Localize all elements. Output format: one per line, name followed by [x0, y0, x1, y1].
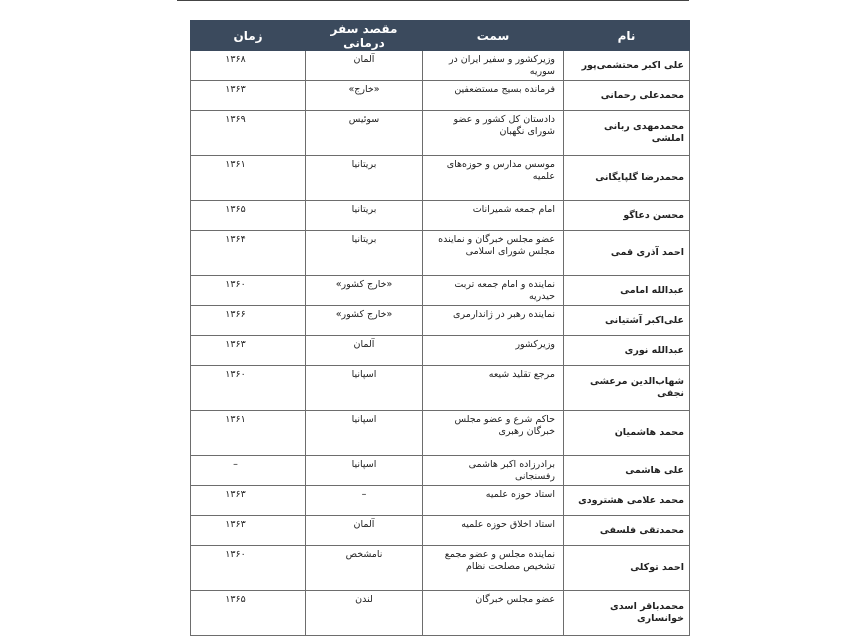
cell-name: محمدمهدی ربانی املشی [564, 111, 690, 156]
cell-time: ۱۳۶۰ [191, 546, 306, 591]
table-row [191, 111, 690, 156]
cell-destination: اسپانیا [306, 456, 423, 486]
table-row [191, 336, 690, 366]
cell-role: مرجع تقلید شیعه [423, 366, 564, 411]
cell-name: محمدتقی فلسفی [564, 516, 690, 546]
cell-destination: بریتانیا [306, 201, 423, 231]
cell-destination: بریتانیا [306, 231, 423, 276]
cell-role: دادستان کل کشور و عضو شورای نگهبان [423, 111, 564, 156]
cell-name: علی‌اکبر آشتیانی [564, 306, 690, 336]
table-row [191, 546, 690, 591]
cell-name: محمد هاشمیان [564, 411, 690, 456]
table-row [191, 201, 690, 231]
header-name: نام [564, 21, 690, 51]
table-row [191, 456, 690, 486]
cell-role: امام جمعه شمیرانات [423, 201, 564, 231]
cell-destination: «خارج» [306, 81, 423, 111]
cell-time: ۱۳۶۶ [191, 306, 306, 336]
cell-destination: نامشخص [306, 546, 423, 591]
cell-name: عبدالله امامی [564, 276, 690, 306]
medical-travel-table [190, 20, 690, 636]
cell-time: ۱۳۶۳ [191, 516, 306, 546]
cell-role: برادرزاده اکبر هاشمی رفسنجانی [423, 456, 564, 486]
cell-time: – [191, 456, 306, 486]
cell-time: ۱۳۶۳ [191, 486, 306, 516]
table-row [191, 516, 690, 546]
table-row [191, 366, 690, 411]
cell-name: محمدباقر اسدی خوانساری [564, 591, 690, 636]
top-rule [177, 0, 689, 1]
cell-name: محمدرضا گلپایگانی [564, 156, 690, 201]
table-row [191, 591, 690, 636]
cell-role: وزیرکشور [423, 336, 564, 366]
cell-role: نماینده و امام جمعه تربت حیدریه [423, 276, 564, 306]
table-row [191, 81, 690, 111]
cell-name: شهاب‌الدین مرعشی نجفی [564, 366, 690, 411]
cell-role: موسس مدارس و حوزه‌های علمیه [423, 156, 564, 201]
cell-time: ۱۳۶۰ [191, 366, 306, 411]
cell-role: فرمانده بسیج مستضعفین [423, 81, 564, 111]
cell-destination: آلمان [306, 336, 423, 366]
header-time: زمان [191, 21, 306, 51]
header-destination: مقصد سفر درمانی [306, 21, 423, 51]
cell-time: ۱۳۶۳ [191, 336, 306, 366]
table-row [191, 306, 690, 336]
table-row [191, 156, 690, 201]
table-row [191, 411, 690, 456]
cell-name: عبدالله نوری [564, 336, 690, 366]
cell-time: ۱۳۶۵ [191, 201, 306, 231]
cell-destination: آلمان [306, 51, 423, 81]
cell-time: ۱۳۶۱ [191, 156, 306, 201]
cell-role: وزیرکشور و سفیر ایران در سوریه [423, 51, 564, 81]
table-row [191, 486, 690, 516]
table-row [191, 231, 690, 276]
cell-role: حاکم شرع و عضو مجلس خبرگان رهبری [423, 411, 564, 456]
cell-destination: – [306, 486, 423, 516]
cell-time: ۱۳۶۸ [191, 51, 306, 81]
header-role: سمت [423, 21, 564, 51]
cell-destination: «خارج کشور» [306, 276, 423, 306]
cell-role: استاد حوزه علمیه [423, 486, 564, 516]
table-row [191, 51, 690, 81]
cell-destination: لندن [306, 591, 423, 636]
cell-destination: آلمان [306, 516, 423, 546]
cell-role: عضو مجلس خبرگان [423, 591, 564, 636]
cell-time: ۱۳۶۱ [191, 411, 306, 456]
cell-destination: بریتانیا [306, 156, 423, 201]
cell-name: علی اکبر محتشمی‌پور [564, 51, 690, 81]
cell-destination: «خارج کشور» [306, 306, 423, 336]
cell-role: عضو مجلس خبرگان و نماینده مجلس شورای اسلامی [423, 231, 564, 276]
cell-time: ۱۳۶۴ [191, 231, 306, 276]
cell-name: علی هاشمی [564, 456, 690, 486]
cell-role: نماینده مجلس و عضو مجمع تشخیص مصلحت نظام [423, 546, 564, 591]
cell-name: احمد توکلی [564, 546, 690, 591]
cell-destination: اسپانیا [306, 366, 423, 411]
cell-time: ۱۳۶۵ [191, 591, 306, 636]
cell-time: ۱۳۶۹ [191, 111, 306, 156]
cell-name: احمد آذری قمی [564, 231, 690, 276]
table-row [191, 276, 690, 306]
table-header-row [191, 21, 690, 51]
cell-destination: اسپانیا [306, 411, 423, 456]
cell-destination: سوئیس [306, 111, 423, 156]
cell-name: محسن دعاگو [564, 201, 690, 231]
cell-name: محمدعلی رحمانی [564, 81, 690, 111]
cell-role: استاد اخلاق حوزه علمیه [423, 516, 564, 546]
cell-time: ۱۳۶۰ [191, 276, 306, 306]
cell-name: محمد علامی هشترودی [564, 486, 690, 516]
cell-time: ۱۳۶۳ [191, 81, 306, 111]
cell-role: نماینده رهبر در ژاندارمری [423, 306, 564, 336]
